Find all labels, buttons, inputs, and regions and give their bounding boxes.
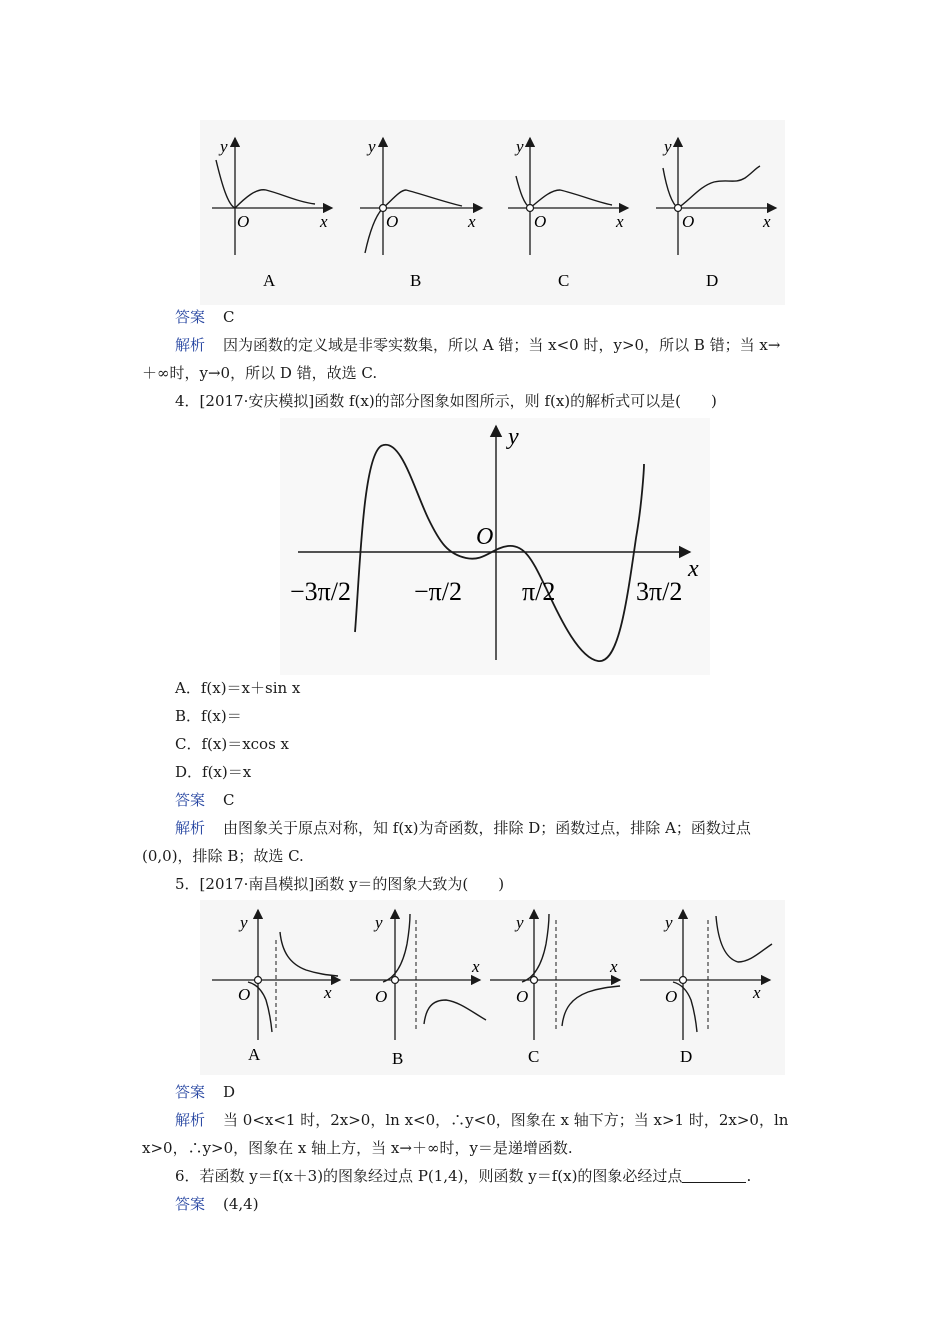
- q4-option-b: B．f(x)＝: [175, 707, 242, 725]
- q4-analysis-line-2: (0,0)，排除 B；故选 C.: [142, 847, 304, 865]
- q5-graph-a-label: A: [248, 1045, 261, 1064]
- graph-b-y-label: y: [368, 137, 376, 156]
- q6-answer-blank[interactable]: [682, 1168, 746, 1183]
- q5-answer-value: D: [223, 1083, 236, 1101]
- q5-graph-a-origin: O: [238, 985, 251, 1004]
- q5-graph-b-y-label: y: [375, 913, 383, 932]
- q4-x-label: x: [688, 556, 699, 582]
- graph-d-origin: O: [682, 212, 695, 231]
- q6-stem: 6．若函数 y＝f(x＋3)的图象经过点 P(1,4)，则函数 y＝f(x)的图象必经过点: [175, 1167, 683, 1185]
- q3-analysis-label: 解析: [175, 336, 206, 354]
- graph-b-label: B: [410, 271, 422, 290]
- q5-analysis-line-2: x>0，∴y>0，图象在 x 轴上方，当 x→＋∞时，y＝是递增函数.: [142, 1139, 573, 1157]
- q4-option-c: C．f(x)＝xcos x: [175, 735, 290, 753]
- q5-stem: 5．[2017·南昌模拟]函数 y＝的图象大致为( ): [175, 875, 505, 893]
- graph-c-x-label: x: [616, 212, 624, 231]
- graph-b-origin: O: [386, 212, 399, 231]
- q5-graph-c-origin: O: [516, 987, 529, 1006]
- q4-y-label: y: [508, 424, 519, 450]
- graph-a-y-label: y: [220, 137, 228, 156]
- q4-option-d: D．f(x)＝x: [175, 763, 252, 781]
- q3-analysis-line-1: [175, 335, 780, 355]
- graph-a-label: A: [263, 271, 276, 290]
- graph-d-label: D: [706, 271, 719, 290]
- q5-answer-label: 答案: [175, 1083, 206, 1101]
- q5-graph-b-origin: O: [375, 987, 388, 1006]
- q3-answer-line: [175, 307, 235, 327]
- q5-graph-a-x-label: x: [324, 983, 332, 1002]
- q3-answer-value: C: [223, 308, 235, 326]
- q5-analysis-label: 解析: [175, 1111, 206, 1129]
- q6-answer-label: 答案: [175, 1195, 206, 1213]
- q4-figure: [280, 418, 710, 675]
- q5-graph-d-origin: O: [665, 987, 678, 1006]
- q5-graph-c-label: C: [528, 1047, 540, 1066]
- q4-analysis-text-1: 由图象关于原点对称，知 f(x)为奇函数，排除 D；函数过点，排除 A；函数过点: [223, 819, 751, 837]
- q5-graph-d-label: D: [680, 1047, 693, 1066]
- graph-a-x-label: x: [320, 212, 328, 231]
- q4-answer-label: 答案: [175, 791, 206, 809]
- q5-graph-b-x-label: x: [472, 957, 480, 976]
- q5-analysis-line-1: [175, 1110, 788, 1130]
- q3-option-graphs: [200, 120, 785, 305]
- q4-tick-right-near: π/2: [522, 577, 556, 606]
- q4-stem: 4．[2017·安庆模拟]函数 f(x)的部分图象如图所示，则 f(x)的解析式可以是( ): [175, 392, 717, 410]
- q5-graph-c-x-label: x: [610, 957, 618, 976]
- q5-option-graphs: [200, 900, 785, 1075]
- q4-tick-left-far: −3π/2: [290, 577, 352, 606]
- q4-tick-right-far: 3π/2: [636, 577, 683, 606]
- q4-origin: O: [476, 524, 494, 550]
- q4-option-a: A．f(x)＝x＋sin x: [175, 679, 301, 697]
- q6-answer-line: [175, 1194, 259, 1214]
- graph-c-y-label: y: [516, 137, 524, 156]
- q6-stem-line: [175, 1166, 751, 1186]
- graph-c-label: C: [558, 271, 570, 290]
- q4-analysis-label: 解析: [175, 819, 206, 837]
- graph-a-origin: O: [237, 212, 250, 231]
- q4-tick-left-near: −π/2: [414, 577, 463, 606]
- graph-d-x-label: x: [763, 212, 771, 231]
- q5-graph-a-y-label: y: [240, 913, 248, 932]
- q4-analysis-line-1: [175, 818, 751, 838]
- q5-graph-b-label: B: [392, 1049, 404, 1068]
- q5-analysis-text-1: 当 0<x<1 时，2x>0，ln x<0，∴y<0，图象在 x 轴下方；当 x>1 时，2x>0，ln: [223, 1111, 789, 1129]
- q6-stem-end: .: [746, 1167, 752, 1185]
- q5-answer-line: [175, 1082, 235, 1102]
- q3-analysis-line-2: ＋∞时，y→0，所以 D 错，故选 C.: [142, 364, 378, 382]
- graph-b-x-label: x: [468, 212, 476, 231]
- graph-c-origin: O: [534, 212, 547, 231]
- graph-d-y-label: y: [664, 137, 672, 156]
- q6-answer-value: (4,4): [223, 1195, 259, 1213]
- q3-answer-label: 答案: [175, 308, 206, 326]
- q5-graph-d-y-label: y: [665, 913, 673, 932]
- q5-graph-d-x-label: x: [753, 983, 761, 1002]
- q4-answer-line: [175, 790, 235, 810]
- q5-graph-c-y-label: y: [516, 913, 524, 932]
- q3-analysis-text-1: 因为函数的定义域是非零实数集，所以 A 错；当 x<0 时，y>0，所以 B 错；当 x→: [223, 336, 781, 354]
- q4-answer-value: C: [223, 791, 235, 809]
